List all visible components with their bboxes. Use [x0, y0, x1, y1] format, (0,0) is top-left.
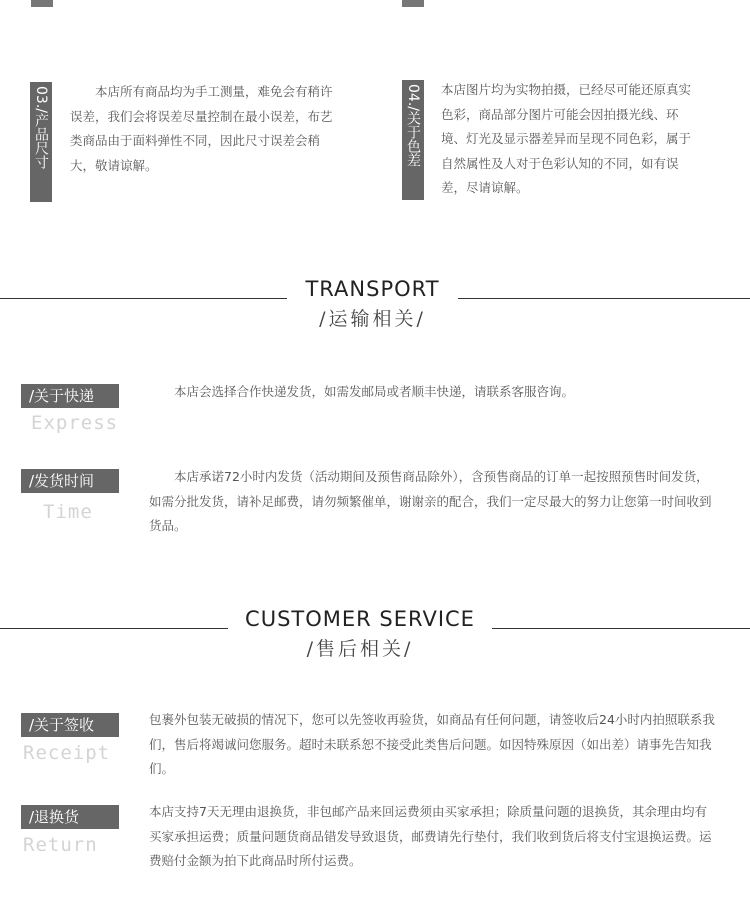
return-ghost-text: Return [23, 834, 98, 856]
service-line-left [0, 628, 228, 629]
return-label: /退换货 [21, 805, 119, 829]
express-text: 本店会选择合作快递发货，如需发邮局或者顺丰快递，请联系客服咨询。 [174, 384, 575, 399]
ship-time-text: 本店承诺72小时内发货（活动期间及预售商品除外），含预售商品的订单一起按照预售时间发货，如需分批发货，请补足邮费，请勿频繁催单，谢谢亲的配合，我们一定尽最大的努力让您第一时间收到货品。 [149, 469, 712, 533]
top-bar-left [31, 0, 53, 7]
color-note-tag [402, 80, 424, 200]
receipt-label: /关于签收 [21, 713, 119, 737]
top-bar-right [402, 0, 424, 7]
express-label: /关于快递 [21, 384, 119, 408]
size-note-text: 本店所有商品均为手工测量，难免会有稍许误差，我们会将误差尽量控制在最小误差，布艺类商品由于面料弹性不同，因此尺寸误差会稍大，敬请谅解。 [70, 84, 333, 173]
return-text: 本店支持7天无理由退换货，非包邮产品来回运费须由买家承担；除质量问题的退换货，其余理由均有买家承担运费；质量问题货商品错发导致退货，邮费请先行垫付，我们收到货后将支付宝退换运费。运费赔付金额为拍下此商品时所付运费。 [149, 804, 712, 868]
transport-title: TRANSPORT [305, 277, 440, 301]
transport-line-left [0, 298, 287, 299]
size-note-tag [30, 82, 52, 202]
transport-subtitle: /运输相关/ [319, 308, 426, 330]
service-line-right [492, 628, 750, 629]
ship-time-ghost-text: Time [43, 501, 93, 523]
ship-time-label: /发货时间 [21, 469, 119, 493]
receipt-text: 包裹外包装无破损的情况下，您可以先签收再验货，如商品有任何问题，请签收后24小时内拍照联系我们，售后将竭诚问您服务。超时未联系恕不接受此类售后问题。如因特殊原因（如出差）请事先告知我们。 [149, 712, 715, 776]
service-subtitle: /售后相关/ [306, 638, 414, 660]
express-ghost-text: Express [31, 412, 119, 434]
color-note-text: 本店图片均为实物拍摄，已经尽可能还原真实色彩，商品部分图片可能会因拍摄光线、环境、灯光及显示器差异而呈现不同色彩，属于自然属性及人对于色彩认知的不同，如有误差，尽请谅解。 [441, 82, 692, 195]
color-note-tag-text: 04./关于色差 [405, 84, 421, 167]
transport-line-right [458, 298, 750, 299]
service-title: CUSTOMER SERVICE [245, 607, 475, 631]
receipt-ghost-text: Receipt [23, 742, 111, 764]
size-note-tag-text: 03./产品尺寸 [33, 86, 49, 169]
